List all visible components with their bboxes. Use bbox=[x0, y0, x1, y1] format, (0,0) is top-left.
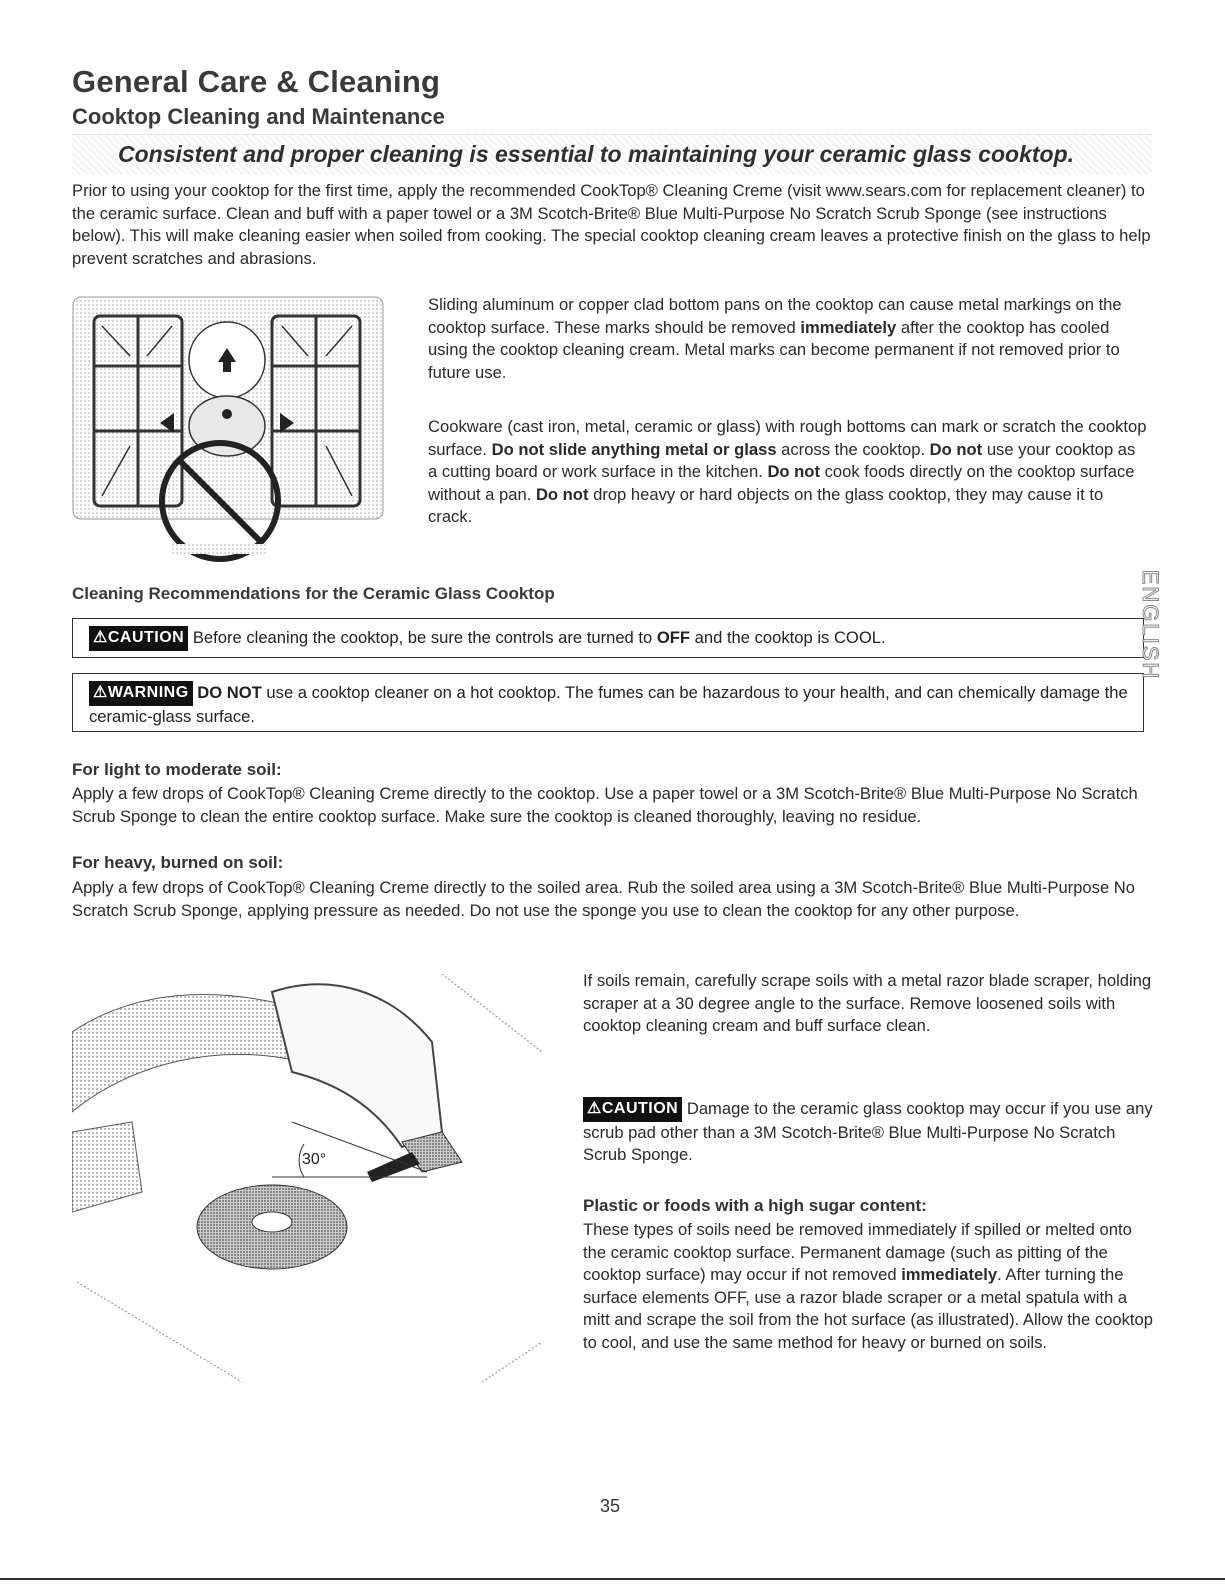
cookware-bold-3: Do not bbox=[767, 462, 820, 481]
light-soil-heading: For light to moderate soil: bbox=[72, 760, 282, 779]
heavy-soil-paragraph: Apply a few drops of CookTop® Cleaning Creme directly to the soiled area. Rub the soiled area using a 3M Scotch-Brite® Blue Multi-Purpose No Scratch Scrub Sponge, applying pressure as needed. Do not use the sponge you use to clean the cooktop for any other purpose. bbox=[72, 878, 1136, 920]
caution-text-1: Before cleaning the cooktop, be sure the controls are turned to bbox=[188, 628, 657, 647]
cookware-text-4: cook foods directly on the cooktop surface without a pan. bbox=[428, 462, 1135, 504]
section-subtitle: Cooktop Cleaning and Maintenance bbox=[72, 104, 445, 129]
metal-marks-text-end: after the cooktop has cooled using the cooktop cleaning cream. Metal marks can become permanent if not removed prior to future use. bbox=[428, 317, 1120, 382]
scraper-svg bbox=[72, 972, 552, 1402]
plastic-sugar-heading: Plastic or foods with a high sugar content: bbox=[583, 1196, 927, 1215]
language-side-tab bbox=[1125, 565, 1161, 685]
plastic-emphasis: immediately bbox=[901, 1265, 998, 1284]
caution-badge-2: ⚠CAUTION bbox=[583, 1097, 682, 1122]
page-title: General Care & Cleaning bbox=[72, 64, 441, 99]
caution-scrub-pad-notice bbox=[583, 1097, 1153, 1167]
plastic-text-1: These types of soils need be removed immediately if spilled or melted onto the ceramic cooktop surface. Permanent damage (such as pitting of the cooktop surface) may occur if not removed bbox=[583, 1220, 1132, 1284]
light-soil-paragraph: Apply a few drops of CookTop® Cleaning Creme directly to the cooktop. Use a paper towel or a 3M Scotch-Brite® Blue Multi-Purpose No Scratch Scrub Sponge to clean the entire cooktop surface. Make sure the cooktop is cleaned thoroughly, leaving no residue. bbox=[72, 784, 1138, 826]
warning-badge: ⚠WARNING bbox=[89, 681, 193, 706]
scraper-illustration bbox=[72, 972, 552, 1402]
metal-marks-text: Sliding aluminum or copper clad bottom pans on the cooktop can cause metal markings on the cooktop surface. These marks should be removed bbox=[428, 295, 1122, 337]
cookware-bold-1: Do not slide anything metal or glass bbox=[491, 439, 777, 459]
metal-marks-emphasis: immediately bbox=[800, 317, 897, 337]
cookware-paragraph bbox=[428, 416, 1148, 529]
warning-badge-label: WARNING bbox=[107, 684, 189, 701]
cookware-text-3: use your cooktop as a cutting board or work surface in the kitchen. bbox=[428, 439, 1136, 481]
cookware-text-2: across the cooktop. bbox=[776, 439, 930, 459]
intro-paragraph: Prior to using your cooktop for the first time, apply the recommended CookTop® Cleaning Creme (visit www.sears.com for replacement cleaner) to the ceramic surface. Clean and buff with a paper towel or a 3M Scotch-Brite® Blue Multi-Purpose No Scratch Scrub Sponge (see instructions below). This will make cleaning easier when soiled from cooking. The special cooktop cleaning cream leaves a protective finish on the glass to help prevent scratches and abrasions. bbox=[72, 181, 1151, 268]
scrape-paragraph: If soils remain, carefully scrape soils with a metal razor blade scraper, holding scraper at a 30 degree angle to the surface. Remove loosened soils with cooktop cleaning cream and buff surface clean. bbox=[583, 971, 1152, 1035]
cooktop-grates-svg bbox=[72, 296, 384, 566]
cookware-bold-2: Do not bbox=[929, 439, 983, 459]
bottom-rule bbox=[0, 1578, 1225, 1580]
caution-off-label: OFF bbox=[656, 628, 691, 647]
cookware-bold-4: Do not bbox=[535, 484, 589, 504]
caution-text-2: and the cooktop is COOL. bbox=[690, 628, 886, 647]
metal-marks-paragraph bbox=[428, 294, 1148, 384]
language-tab-svg bbox=[1125, 565, 1161, 685]
caution-badge: ⚠CAUTION bbox=[89, 626, 188, 651]
caution-notice bbox=[72, 618, 1144, 658]
caution-badge-label: CAUTION bbox=[107, 629, 185, 646]
warning-notice bbox=[72, 673, 1144, 732]
caution-badge-2-label: CAUTION bbox=[601, 1100, 679, 1117]
banner-text: Consistent and proper cleaning is essential to maintaining your ceramic glass cooktop. bbox=[118, 141, 1075, 167]
warning-text: use a cooktop cleaner on a hot cooktop. The fumes can be hazardous to your health, and can chemically damage the ceramic-glass surface. bbox=[89, 683, 1128, 726]
heavy-soil-heading: For heavy, burned on soil: bbox=[72, 853, 284, 872]
page-number: 35 bbox=[599, 1496, 621, 1516]
cookware-text-1: Cookware (cast iron, metal, ceramic or glass) with rough bottoms can mark or scratch the cooktop surface. bbox=[428, 417, 1147, 459]
cooktop-grates-illustration bbox=[72, 296, 384, 566]
language-tab-label: ENGLISH bbox=[1138, 569, 1161, 681]
plastic-sugar-paragraph bbox=[583, 1219, 1153, 1354]
cookware-text-5: drop heavy or hard objects on the glass cooktop, they may cause it to crack. bbox=[428, 484, 1104, 526]
emphasis-banner bbox=[72, 134, 1152, 175]
plastic-text-2: . After turning the surface elements OFF, use a razor blade scraper or a metal spatula with a mitt and scrape the soil from the hot surface (as illustrated). Allow the cooktop to cool, and use the same method for heavy or burned on soils. bbox=[583, 1265, 1153, 1352]
angle-label: 30° bbox=[302, 1151, 327, 1168]
warning-do-not: DO NOT bbox=[192, 683, 262, 702]
caution-scrub-pad-text: Damage to the ceramic glass cooktop may occur if you use any scrub pad other than a 3M Scotch-Brite® Blue Multi-Purpose No Scratch Scrub Sponge. bbox=[583, 1099, 1153, 1164]
cleaning-recommendations-heading: Cleaning Recommendations for the Ceramic Glass Cooktop bbox=[72, 584, 555, 603]
